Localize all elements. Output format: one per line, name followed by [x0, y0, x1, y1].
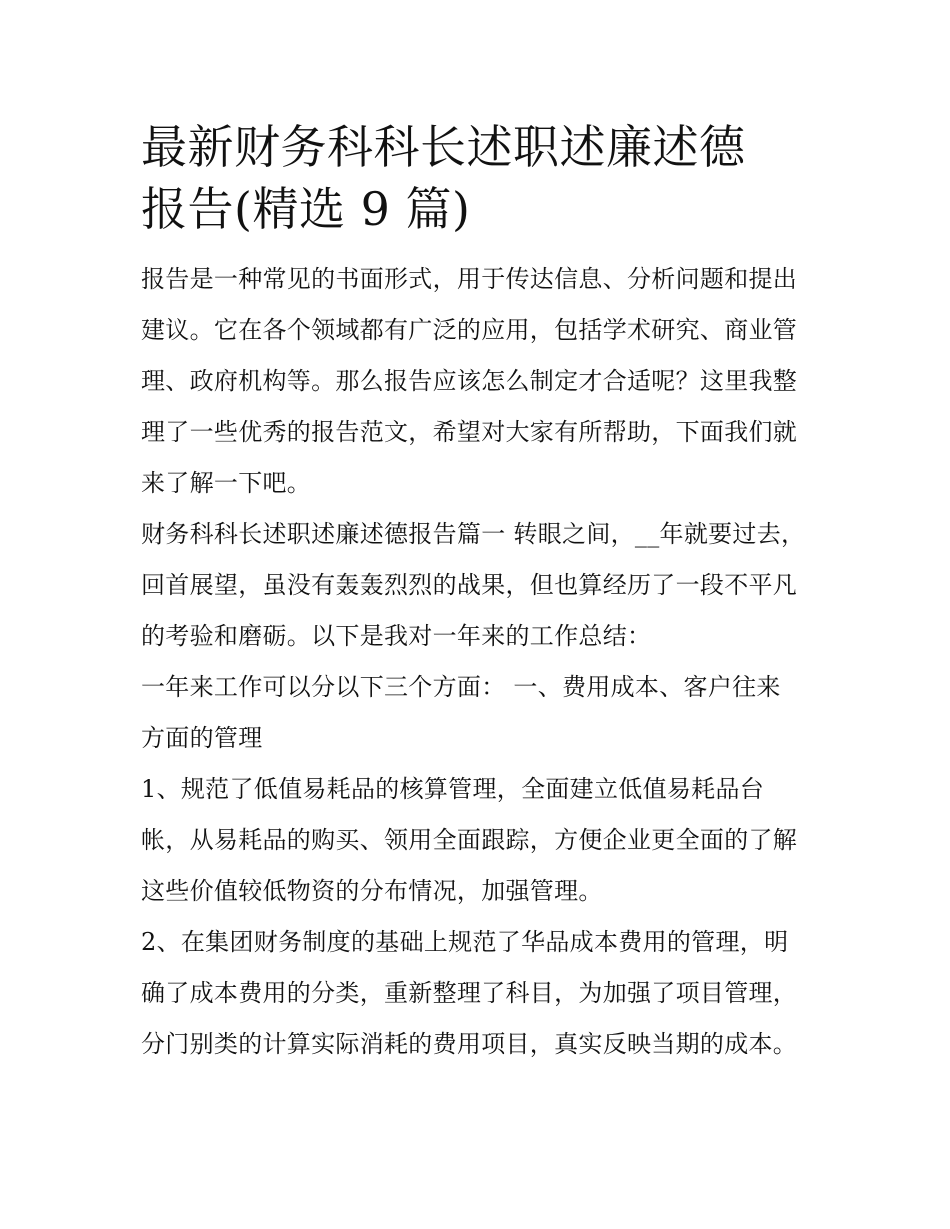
text-line: 分门别类的计算实际消耗的费用项目，真实反映当期的成本。	[141, 1030, 798, 1058]
document-title	[141, 116, 821, 240]
text-line: 帐，从易耗品的购买、领用全面跟踪，方便企业更全面的了解	[141, 826, 798, 854]
text-line: 财务科科长述职述廉述德报告篇一 转眼之间，__年就要过去，	[141, 520, 806, 548]
text-line: 确了成本费用的分类，重新整理了科目，为加强了项目管理，	[141, 979, 798, 1007]
text-line: 回首展望，虽没有轰轰烈烈的战果，但也算经历了一段不平凡	[141, 571, 798, 599]
text-line: 建议。它在各个领域都有广泛的应用，包括学术研究、商业管	[141, 316, 798, 344]
title-line-1: 最新财务科科长述职述廉述德	[141, 120, 746, 174]
text-line: 一年来工作可以分以下三个方面： 一、费用成本、客户往来	[141, 673, 781, 701]
text-line: 2、在集团财务制度的基础上规范了华品成本费用的管理，明	[141, 928, 789, 956]
text-line: 报告是一种常见的书面形式，用于传达信息、分析问题和提出	[141, 265, 798, 293]
text-line: 方面的管理	[141, 724, 263, 752]
text-line: 这些价值较低物资的分布情况，加强管理。	[141, 877, 603, 905]
text-line: 理、政府机构等。那么报告应该怎么制定才合适呢？这里我整	[141, 367, 798, 395]
title-line-2: 报告(精选 9 篇)	[141, 182, 471, 236]
text-line: 1、规范了低值易耗品的核算管理，全面建立低值易耗品台	[141, 775, 765, 803]
text-line: 的考验和磨砺。以下是我对一年来的工作总结：	[141, 622, 652, 650]
body-text	[141, 254, 821, 1070]
text-line: 来了解一下吧。	[141, 469, 312, 497]
document-content	[141, 116, 821, 1070]
text-line: 理了一些优秀的报告范文，希望对大家有所帮助，下面我们就	[141, 418, 798, 446]
